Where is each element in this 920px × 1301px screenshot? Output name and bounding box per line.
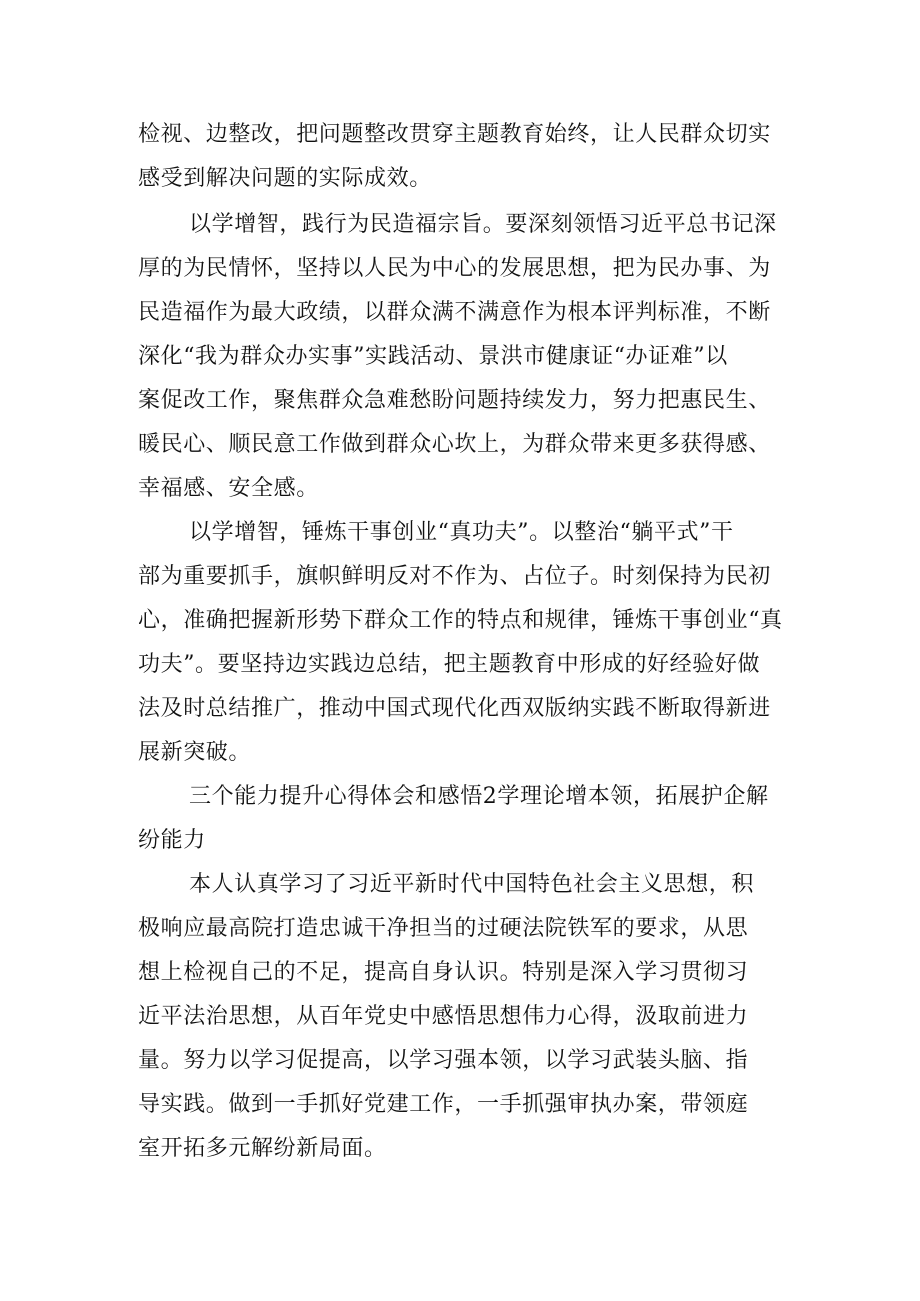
paragraph-line: 想上检视自己的不足，提高自身认识。特别是深入学习贯彻习 [138,960,749,985]
paragraph-line: 导实践。做到一手抓好党建工作，一手抓强审执办案，带领庭 [138,1092,749,1117]
paragraph-line: 感受到解决问题的实际成效。 [138,166,432,191]
paragraph-line: 以学增智，践行为民造福宗旨。要深刻领悟习近平总书记深 [189,212,777,237]
paragraph-line: 深化“我为群众办实事”实践活动、景洪市健康证“办证难”以 [138,344,728,369]
paragraph-line: 检视、边整改，把问题整改贯穿主题教育始终，让人民群众切实 [138,122,771,147]
paragraph-line: 展新突破。 [138,740,252,765]
paragraph-line: 法及时总结推广，推动中国式现代化西双版纳实践不断取得新进 [138,696,771,721]
section-heading-line: 纷能力 [138,828,206,853]
paragraph-line: 本人认真学习了习近平新时代中国特色社会主义思想，积 [189,872,755,897]
paragraph-line: 案促改工作，聚焦群众急难愁盼问题持续发力，努力把惠民生、 [138,388,771,413]
section-heading-line: 三个能力提升心得体会和感悟2学理论增本领，拓展护企解 [189,784,769,809]
paragraph-line: 暖民心、顺民意工作做到群众心坎上，为群众带来更多获得感、 [138,432,771,457]
paragraph-line: 幸福感、安全感。 [138,476,319,501]
paragraph-line: 量。努力以学习促提高，以学习强本领，以学习武装头脑、指 [138,1048,749,1073]
paragraph-line: 以学增智，锤炼干事创业“真功夫”。以整治“躺平式”干 [189,520,734,545]
paragraph-line: 功夫”。要坚持边实践边总结，把主题教育中形成的好经验好做 [138,652,761,677]
paragraph-line: 心，准确把握新形势下群众工作的特点和规律，锤炼干事创业“真 [138,608,783,633]
paragraph-line: 厚的为民情怀，坚持以人民为中心的发展思想，把为民办事、为 [138,256,771,281]
paragraph-line: 民造福作为最大政绩，以群众满不满意作为根本评判标准，不断 [138,300,771,325]
paragraph-line: 部为重要抓手，旗帜鲜明反对不作为、占位子。时刻保持为民初 [138,564,771,589]
paragraph-line: 近平法治思想，从百年党史中感悟思想伟力心得，汲取前进力 [138,1004,749,1029]
paragraph-line: 极响应最高院打造忠诚干净担当的过硬法院铁军的要求，从思 [138,916,749,941]
paragraph-line: 室开拓多元解纷新局面。 [138,1136,387,1161]
